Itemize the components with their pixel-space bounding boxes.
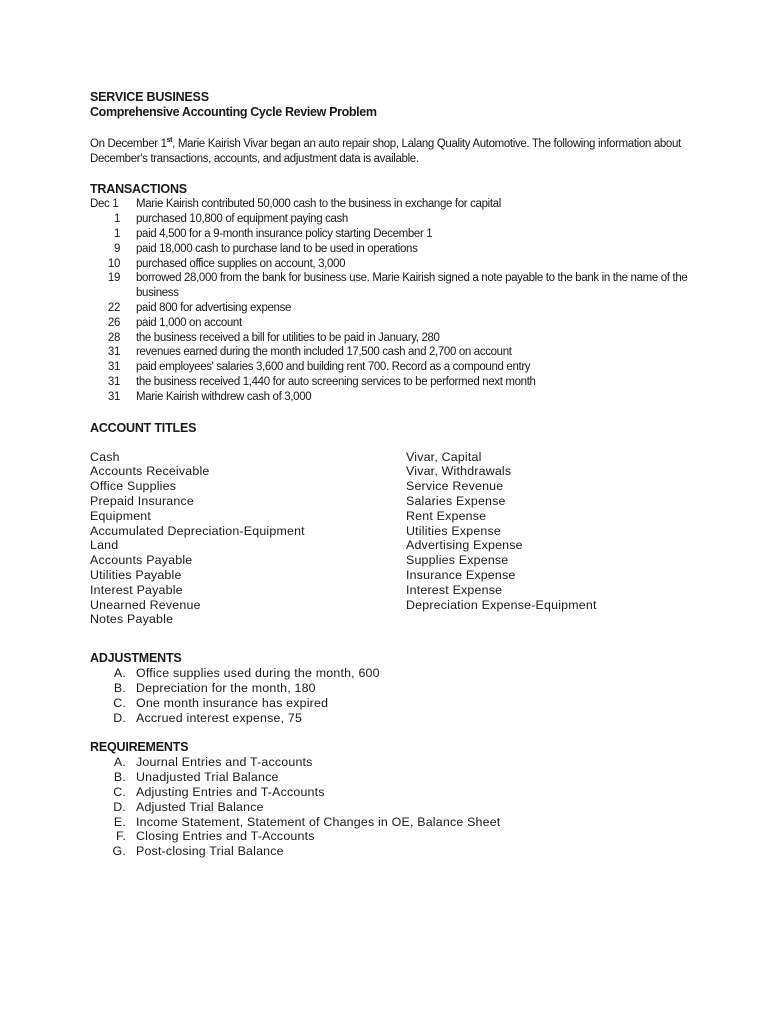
- transaction-date: 26: [107, 316, 120, 329]
- item-letter: C.: [113, 784, 126, 799]
- transaction-text: Marie Kairish withdrew cash of 3,000: [136, 390, 312, 403]
- transaction-row: [90, 242, 690, 257]
- item-letter: F.: [115, 829, 126, 844]
- account-title: Insurance Expense: [406, 567, 516, 582]
- account-title: Utilities Payable: [90, 567, 182, 582]
- transaction-date: 1: [113, 228, 120, 241]
- account-title: Utilities Expense: [406, 523, 501, 538]
- transaction-row: [90, 197, 690, 212]
- transaction-date: 31: [107, 375, 120, 388]
- account-title: Prepaid Insurance: [90, 493, 194, 508]
- transaction-text: purchased 10,800 of equipment paying cash: [136, 213, 348, 226]
- intro-text-start: On December 1: [90, 137, 167, 150]
- requirement-item: [90, 829, 690, 844]
- item-text: Closing Entries and T-Accounts: [136, 829, 315, 844]
- account-title: Advertising Expense: [406, 538, 523, 553]
- transaction-text: paid employees' salaries 3,600 and building rent 700. Record as a compound entry: [136, 361, 531, 374]
- transaction-text: paid 18,000 cash to purchase land to be used in operations: [136, 242, 418, 255]
- account-title: Accounts Payable: [90, 553, 193, 568]
- transaction-row: [90, 271, 690, 301]
- account-titles-right-column: [406, 450, 690, 628]
- item-text: Adjusted Trial Balance: [136, 799, 264, 814]
- transaction-date: 31: [107, 361, 120, 374]
- item-letter: G.: [112, 844, 126, 859]
- item-letter: D.: [113, 799, 126, 814]
- account-title: Depreciation Expense-Equipment: [406, 597, 597, 612]
- account-title: Land: [90, 538, 119, 553]
- document-page: [90, 90, 690, 859]
- transaction-row: [90, 360, 690, 375]
- adjustments-heading: ADJUSTMENTS: [90, 651, 182, 666]
- adjustment-item: [90, 696, 690, 711]
- transaction-text: Marie Kairish contributed 50,000 cash to the business in exchange for capital: [136, 198, 501, 211]
- transaction-text: paid 1,000 on account: [136, 316, 242, 329]
- account-title: Cash: [90, 449, 120, 464]
- item-letter: A.: [113, 755, 126, 770]
- transaction-date: 22: [107, 302, 120, 314]
- transaction-date: 28: [107, 331, 120, 344]
- transaction-text: the business received 1,440 for auto screening services to be performed next month: [136, 375, 536, 388]
- transaction-text: the business received a bill for utilities to be paid in January, 280: [136, 331, 440, 344]
- item-text: Post-closing Trial Balance: [136, 844, 284, 859]
- requirement-item: [90, 844, 690, 859]
- item-text: Office supplies used during the month, 600: [136, 666, 380, 681]
- transaction-date: 31: [107, 346, 120, 359]
- account-title: Accounts Receivable: [90, 464, 210, 479]
- item-text: Journal Entries and T-accounts: [136, 755, 313, 770]
- item-letter: A.: [113, 666, 126, 681]
- transactions-heading: TRANSACTIONS: [90, 182, 187, 197]
- intro-text-end: , Marie Kairish Vivar began an auto repair shop, Lalang Quality Automotive. The following information about December's transactions, accounts, and adjustment data is available.: [90, 137, 681, 165]
- requirement-item: [90, 800, 690, 815]
- requirements-list: [90, 755, 690, 859]
- transaction-row: [90, 212, 690, 227]
- document-subtitle: Comprehensive Accounting Cycle Review Problem: [90, 105, 377, 119]
- transaction-row: [90, 331, 690, 346]
- requirements-heading: REQUIREMENTS: [90, 740, 189, 755]
- item-letter: B.: [113, 770, 126, 785]
- intro-superscript: st: [166, 137, 173, 144]
- transaction-date: Dec 1: [90, 198, 119, 211]
- account-title: Salaries Expense: [406, 493, 506, 508]
- transaction-date: 1: [113, 213, 120, 226]
- account-titles-left-column: [90, 450, 406, 628]
- item-text: Depreciation for the month, 180: [136, 680, 316, 695]
- transactions-list: [90, 197, 690, 404]
- transaction-date: 19: [107, 272, 120, 285]
- transaction-row: [90, 316, 690, 331]
- account-title: Equipment: [90, 508, 152, 523]
- item-letter: C.: [113, 695, 126, 710]
- account-title: Supplies Expense: [406, 553, 509, 568]
- transaction-row: [90, 301, 690, 316]
- account-title: Rent Expense: [406, 508, 487, 523]
- transaction-text: revenues earned during the month included 17,500 cash and 2,700 on account: [136, 346, 512, 359]
- transaction-text: purchased office supplies on account, 3,000: [136, 257, 346, 270]
- requirement-item: [90, 815, 690, 830]
- adjustment-item: [90, 711, 690, 726]
- transaction-row: [90, 257, 690, 272]
- requirement-item: [90, 755, 690, 770]
- account-title: Interest Expense: [406, 582, 503, 597]
- transaction-row: [90, 390, 690, 405]
- item-letter: D.: [113, 710, 126, 725]
- adjustment-item: [90, 681, 690, 696]
- account-title: Service Revenue: [406, 479, 504, 494]
- requirement-item: [90, 785, 690, 800]
- transaction-row: [90, 345, 690, 360]
- item-text: One month insurance has expired: [136, 695, 329, 710]
- account-title: Vivar, Capital: [406, 449, 482, 464]
- account-titles-heading: ACCOUNT TITLES: [90, 420, 197, 435]
- transaction-date: 10: [107, 257, 120, 270]
- item-text: Unadjusted Trial Balance: [136, 770, 279, 785]
- item-text: Accrued interest expense, 75: [136, 710, 303, 725]
- item-letter: B.: [113, 680, 126, 695]
- adjustments-list: [90, 666, 690, 725]
- account-title: Vivar, Withdrawals: [406, 464, 512, 479]
- adjustment-item: [90, 666, 690, 681]
- account-title: Interest Payable: [90, 582, 183, 597]
- item-text: Income Statement, Statement of Changes in OE, Balance Sheet: [136, 814, 501, 829]
- transaction-date: 9: [113, 242, 120, 255]
- item-letter: E.: [113, 814, 126, 829]
- transaction-text: borrowed 28,000 from the bank for business use. Marie Kairish signed a note payable to the bank in the name of the business: [136, 272, 688, 300]
- transaction-row: [90, 227, 690, 242]
- account-title: Office Supplies: [90, 479, 177, 494]
- requirement-item: [90, 770, 690, 785]
- transaction-text: paid 4,500 for a 9-month insurance policy starting December 1: [136, 228, 433, 241]
- transaction-date: 31: [107, 390, 120, 403]
- transaction-text: paid 800 for advertising expense: [136, 302, 292, 314]
- account-titles-list: [90, 450, 690, 628]
- account-title: Unearned Revenue: [90, 597, 201, 612]
- intro-paragraph: [90, 134, 690, 166]
- document-title: SERVICE BUSINESS: [90, 90, 209, 104]
- item-text: Adjusting Entries and T-Accounts: [136, 784, 325, 799]
- account-title: Accumulated Depreciation-Equipment: [90, 523, 305, 538]
- account-title: Notes Payable: [90, 612, 174, 627]
- transaction-row: [90, 375, 690, 390]
